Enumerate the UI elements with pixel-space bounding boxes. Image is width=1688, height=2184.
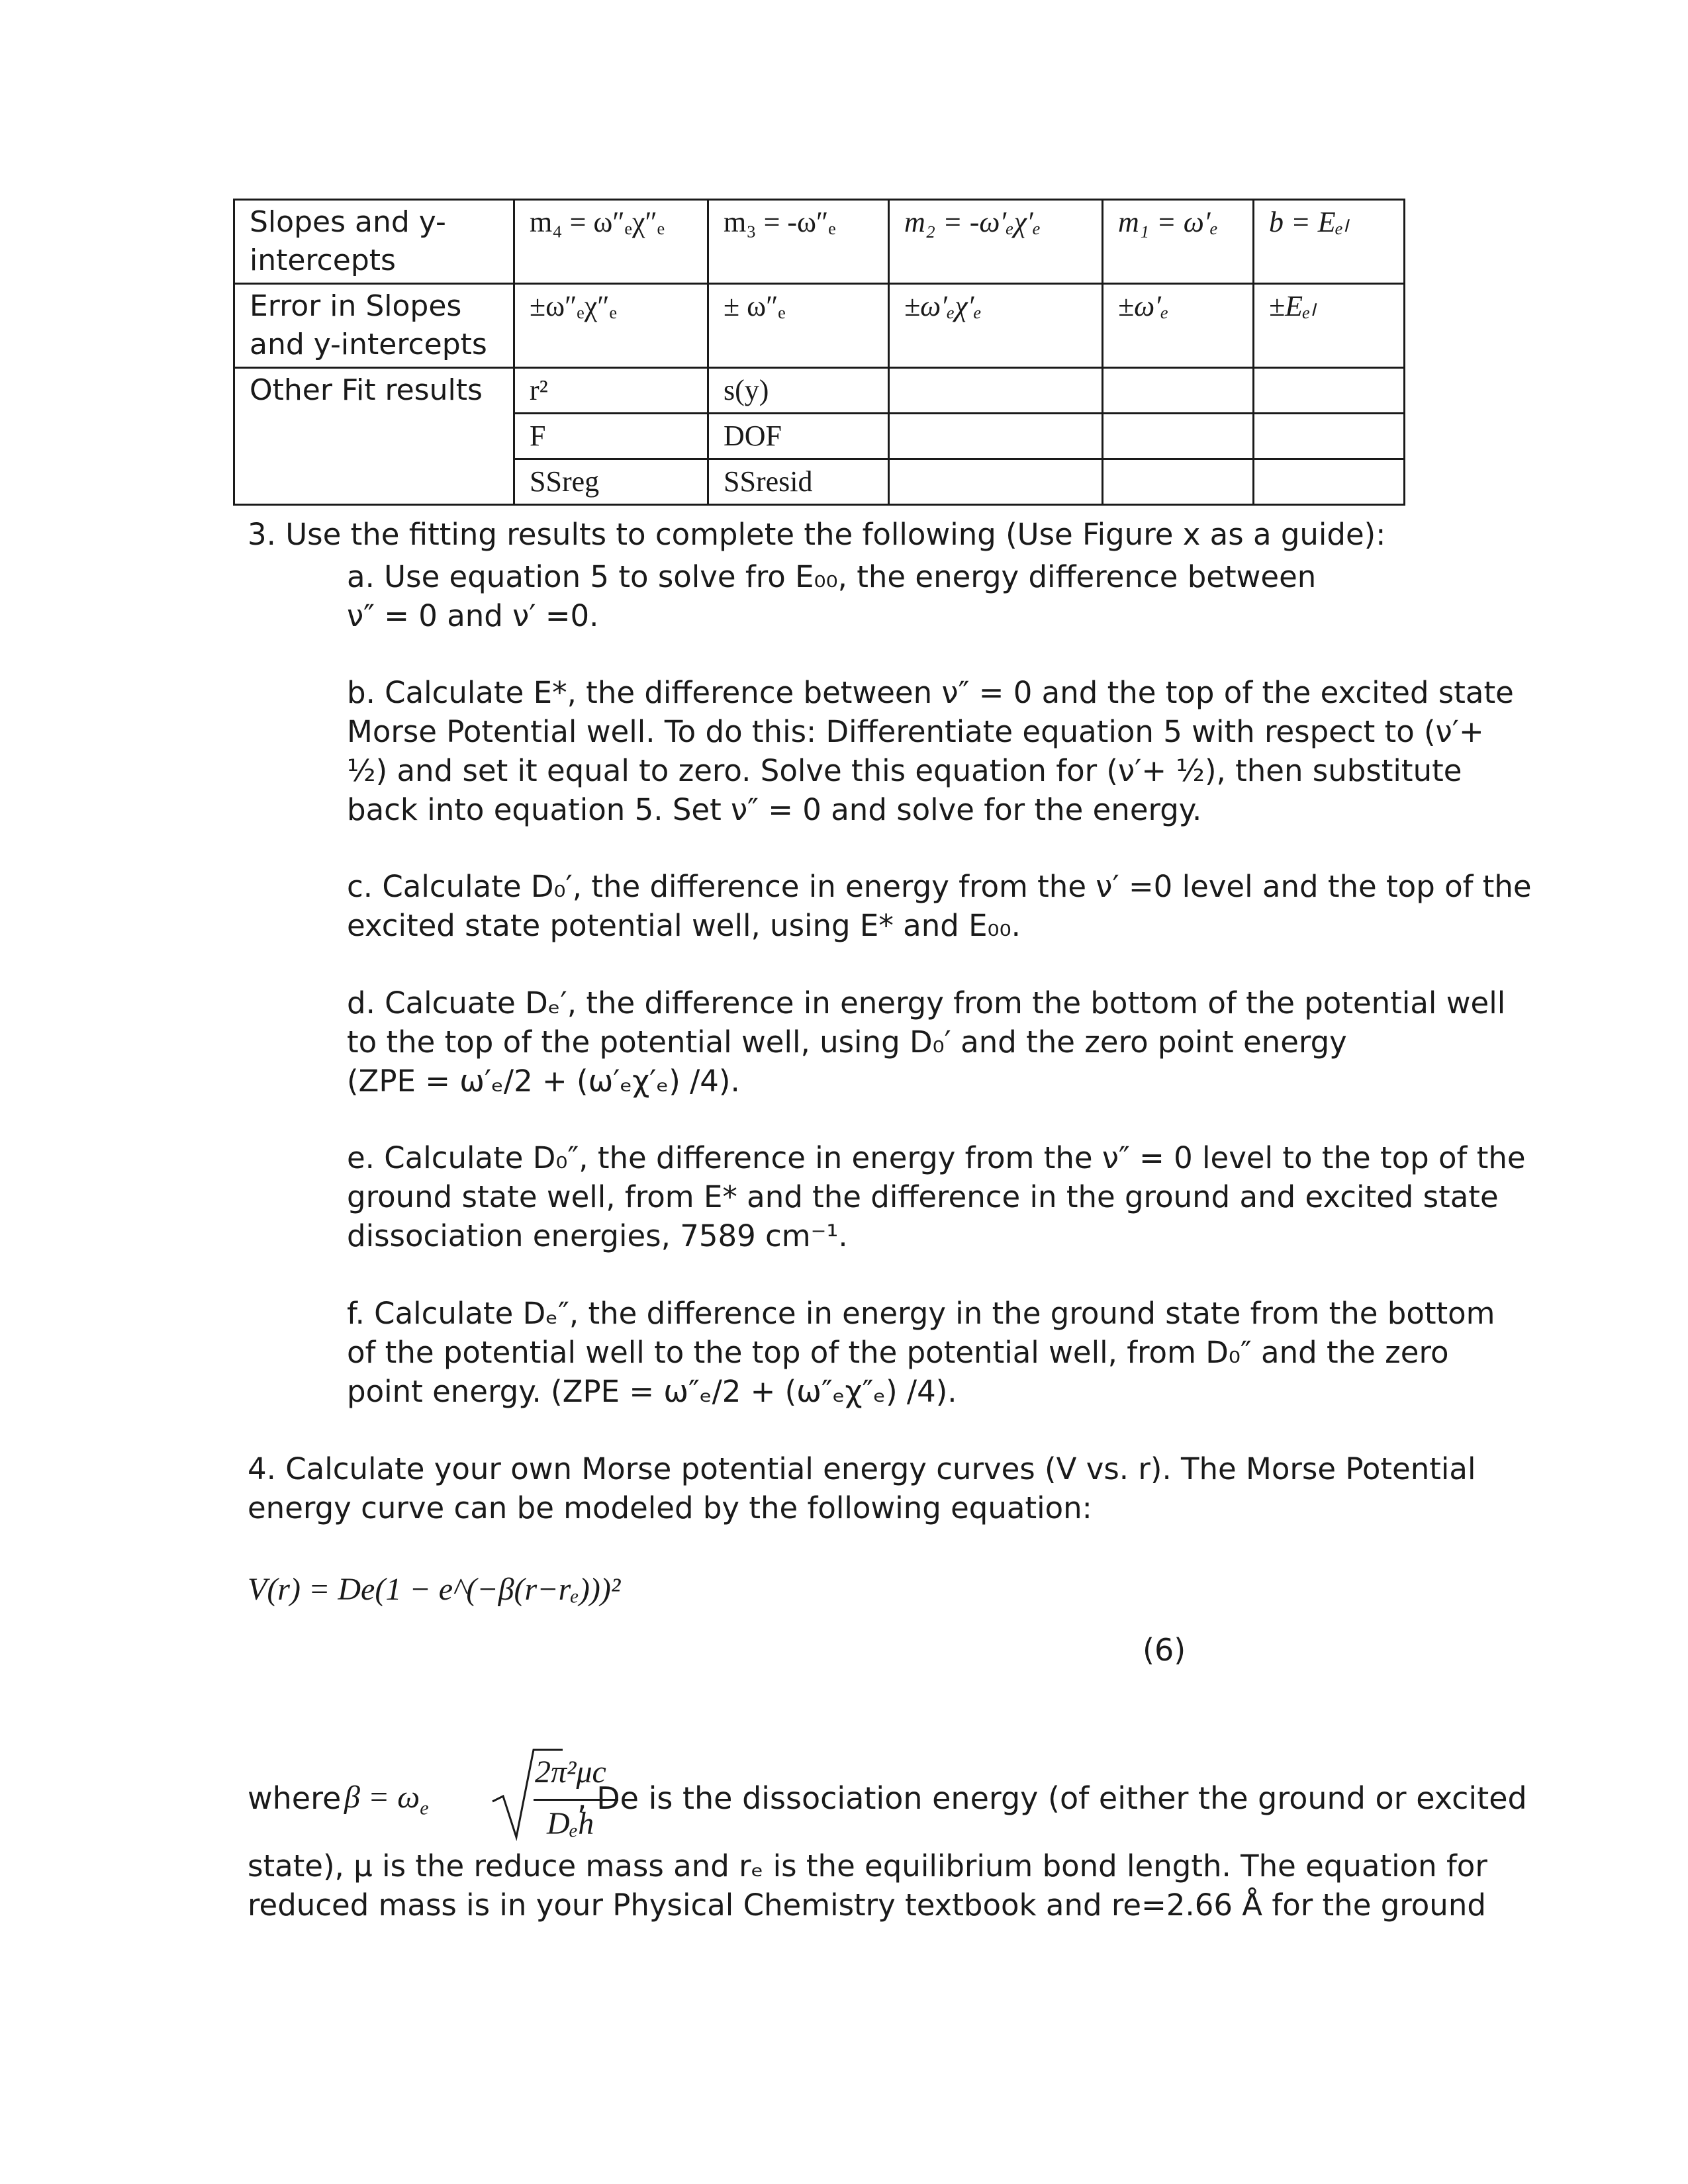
table-cell: ±ω″ₑχ″ₑ [514, 284, 708, 368]
beta-denominator: Dₑh [547, 1806, 594, 1841]
beta-numerator: 2π²μc [535, 1754, 606, 1790]
table-cell: m₄ = ω″ₑχ″ₑ [514, 200, 708, 284]
table-cell [889, 368, 1103, 414]
beta-tail: , De is the dissociation energy (of either the ground or excited [577, 1780, 1527, 1816]
q3e-line-3: dissociation energies, 7589 cm⁻¹. [347, 1218, 848, 1253]
equation-number: (6) [1143, 1632, 1186, 1668]
table-cell: b = Eₑₗ [1254, 200, 1405, 284]
table-cell: SSresid [708, 459, 889, 505]
q3b-line-1: b. Calculate E*, the difference between ν″ = 0 and the top of the excited state [347, 675, 1514, 710]
q3d-line-2: to the top of the potential well, using D₀′ and the zero point energy [347, 1024, 1347, 1060]
q3a-line-2: ν″ = 0 and ν′ =0. [347, 598, 599, 633]
q3e-line-1: e. Calculate D₀″, the difference in energy from the ν″ = 0 level to the top of the [347, 1140, 1526, 1175]
q4-line-2: energy curve can be modeled by the following equation: [248, 1490, 1092, 1525]
q3f-line-2: of the potential well to the top of the potential well, from D₀″ and the zero [347, 1335, 1449, 1370]
table-cell: r² [514, 368, 708, 414]
q4-tail-line-2: reduced mass is in your Physical Chemistry textbook and re=2.66 Å for the ground [248, 1888, 1486, 1923]
q3d-line-1: d. Calcuate Dₑ′, the difference in energy from the bottom of the potential well [347, 985, 1506, 1021]
table-cell [1254, 459, 1405, 505]
table-cell [1103, 459, 1254, 505]
table-cell: m₃ = -ω″ₑ [708, 200, 889, 284]
table-cell: Other Fit results [234, 368, 514, 505]
table-row [234, 200, 1405, 284]
table-cell: m₂ = -ω′ₑχ′ₑ [889, 200, 1103, 284]
q3a-line-1: a. Use equation 5 to solve fro E₀₀, the energy difference between [347, 559, 1317, 594]
q3f-line-3: point energy. (ZPE = ω″ₑ/2 + (ω″ₑχ″ₑ) /4). [347, 1374, 957, 1409]
table-cell: m₁ = ω′ₑ [1103, 200, 1254, 284]
where-label: where [248, 1780, 342, 1816]
table-cell [1254, 414, 1405, 459]
fit-results-table [233, 199, 1405, 506]
table-cell: DOF [708, 414, 889, 459]
table-cell: Slopes and y-intercepts [234, 200, 514, 284]
table-cell: SSreg [514, 459, 708, 505]
table-cell [1103, 368, 1254, 414]
question-3-intro: 3. Use the fitting results to complete the following (Use Figure x as a guide): [248, 517, 1386, 552]
q4-tail-line-1: state), μ is the reduce mass and rₑ is the equilibrium bond length. The equation for [248, 1848, 1487, 1884]
table-row [234, 284, 1405, 368]
table-cell: ±ω′ₑχ′ₑ [889, 284, 1103, 368]
table-cell: ±ω′ₑ [1103, 284, 1254, 368]
beta-lhs-text: β = ω [344, 1780, 420, 1815]
table-cell [1103, 414, 1254, 459]
table-cell: Error in Slopes and y-intercepts [234, 284, 514, 368]
table-cell: F [514, 414, 708, 459]
q4-line-1: 4. Calculate your own Morse potential energy curves (V vs. r). The Morse Potential [248, 1451, 1476, 1486]
q3c-line-1: c. Calculate D₀′, the difference in energy from the ν′ =0 level and the top of the [347, 869, 1532, 904]
table-cell: ±Eₑₗ [1254, 284, 1405, 368]
q3f-line-1: f. Calculate Dₑ″, the difference in energy in the ground state from the bottom [347, 1296, 1495, 1331]
table-cell [889, 414, 1103, 459]
table-cell: s(y) [708, 368, 889, 414]
beta-lhs [344, 1779, 429, 1820]
table-cell: ± ω″ₑ [708, 284, 889, 368]
q3e-line-2: ground state well, from E* and the difference in the ground and excited state [347, 1179, 1499, 1214]
table-cell [889, 459, 1103, 505]
table-row [234, 368, 1405, 414]
q3b-line-3: ½) and set it equal to zero. Solve this equation for (ν′+ ½), then substitute [347, 753, 1462, 788]
q3b-line-2: Morse Potential well. To do this: Differentiate equation 5 with respect to (ν′+ [347, 714, 1484, 749]
beta-lhs-sub: e [420, 1797, 429, 1819]
q3c-line-2: excited state potential well, using E* and E₀₀. [347, 908, 1021, 943]
q3b-line-4: back into equation 5. Set ν″ = 0 and solve for the energy. [347, 792, 1202, 827]
morse-equation: V(r) = De(1 − e^(−β(r−rₑ)))² [248, 1572, 621, 1607]
table-cell [1254, 368, 1405, 414]
q3d-line-3: (ZPE = ω′ₑ/2 + (ω′ₑχ′ₑ) /4). [347, 1064, 740, 1099]
